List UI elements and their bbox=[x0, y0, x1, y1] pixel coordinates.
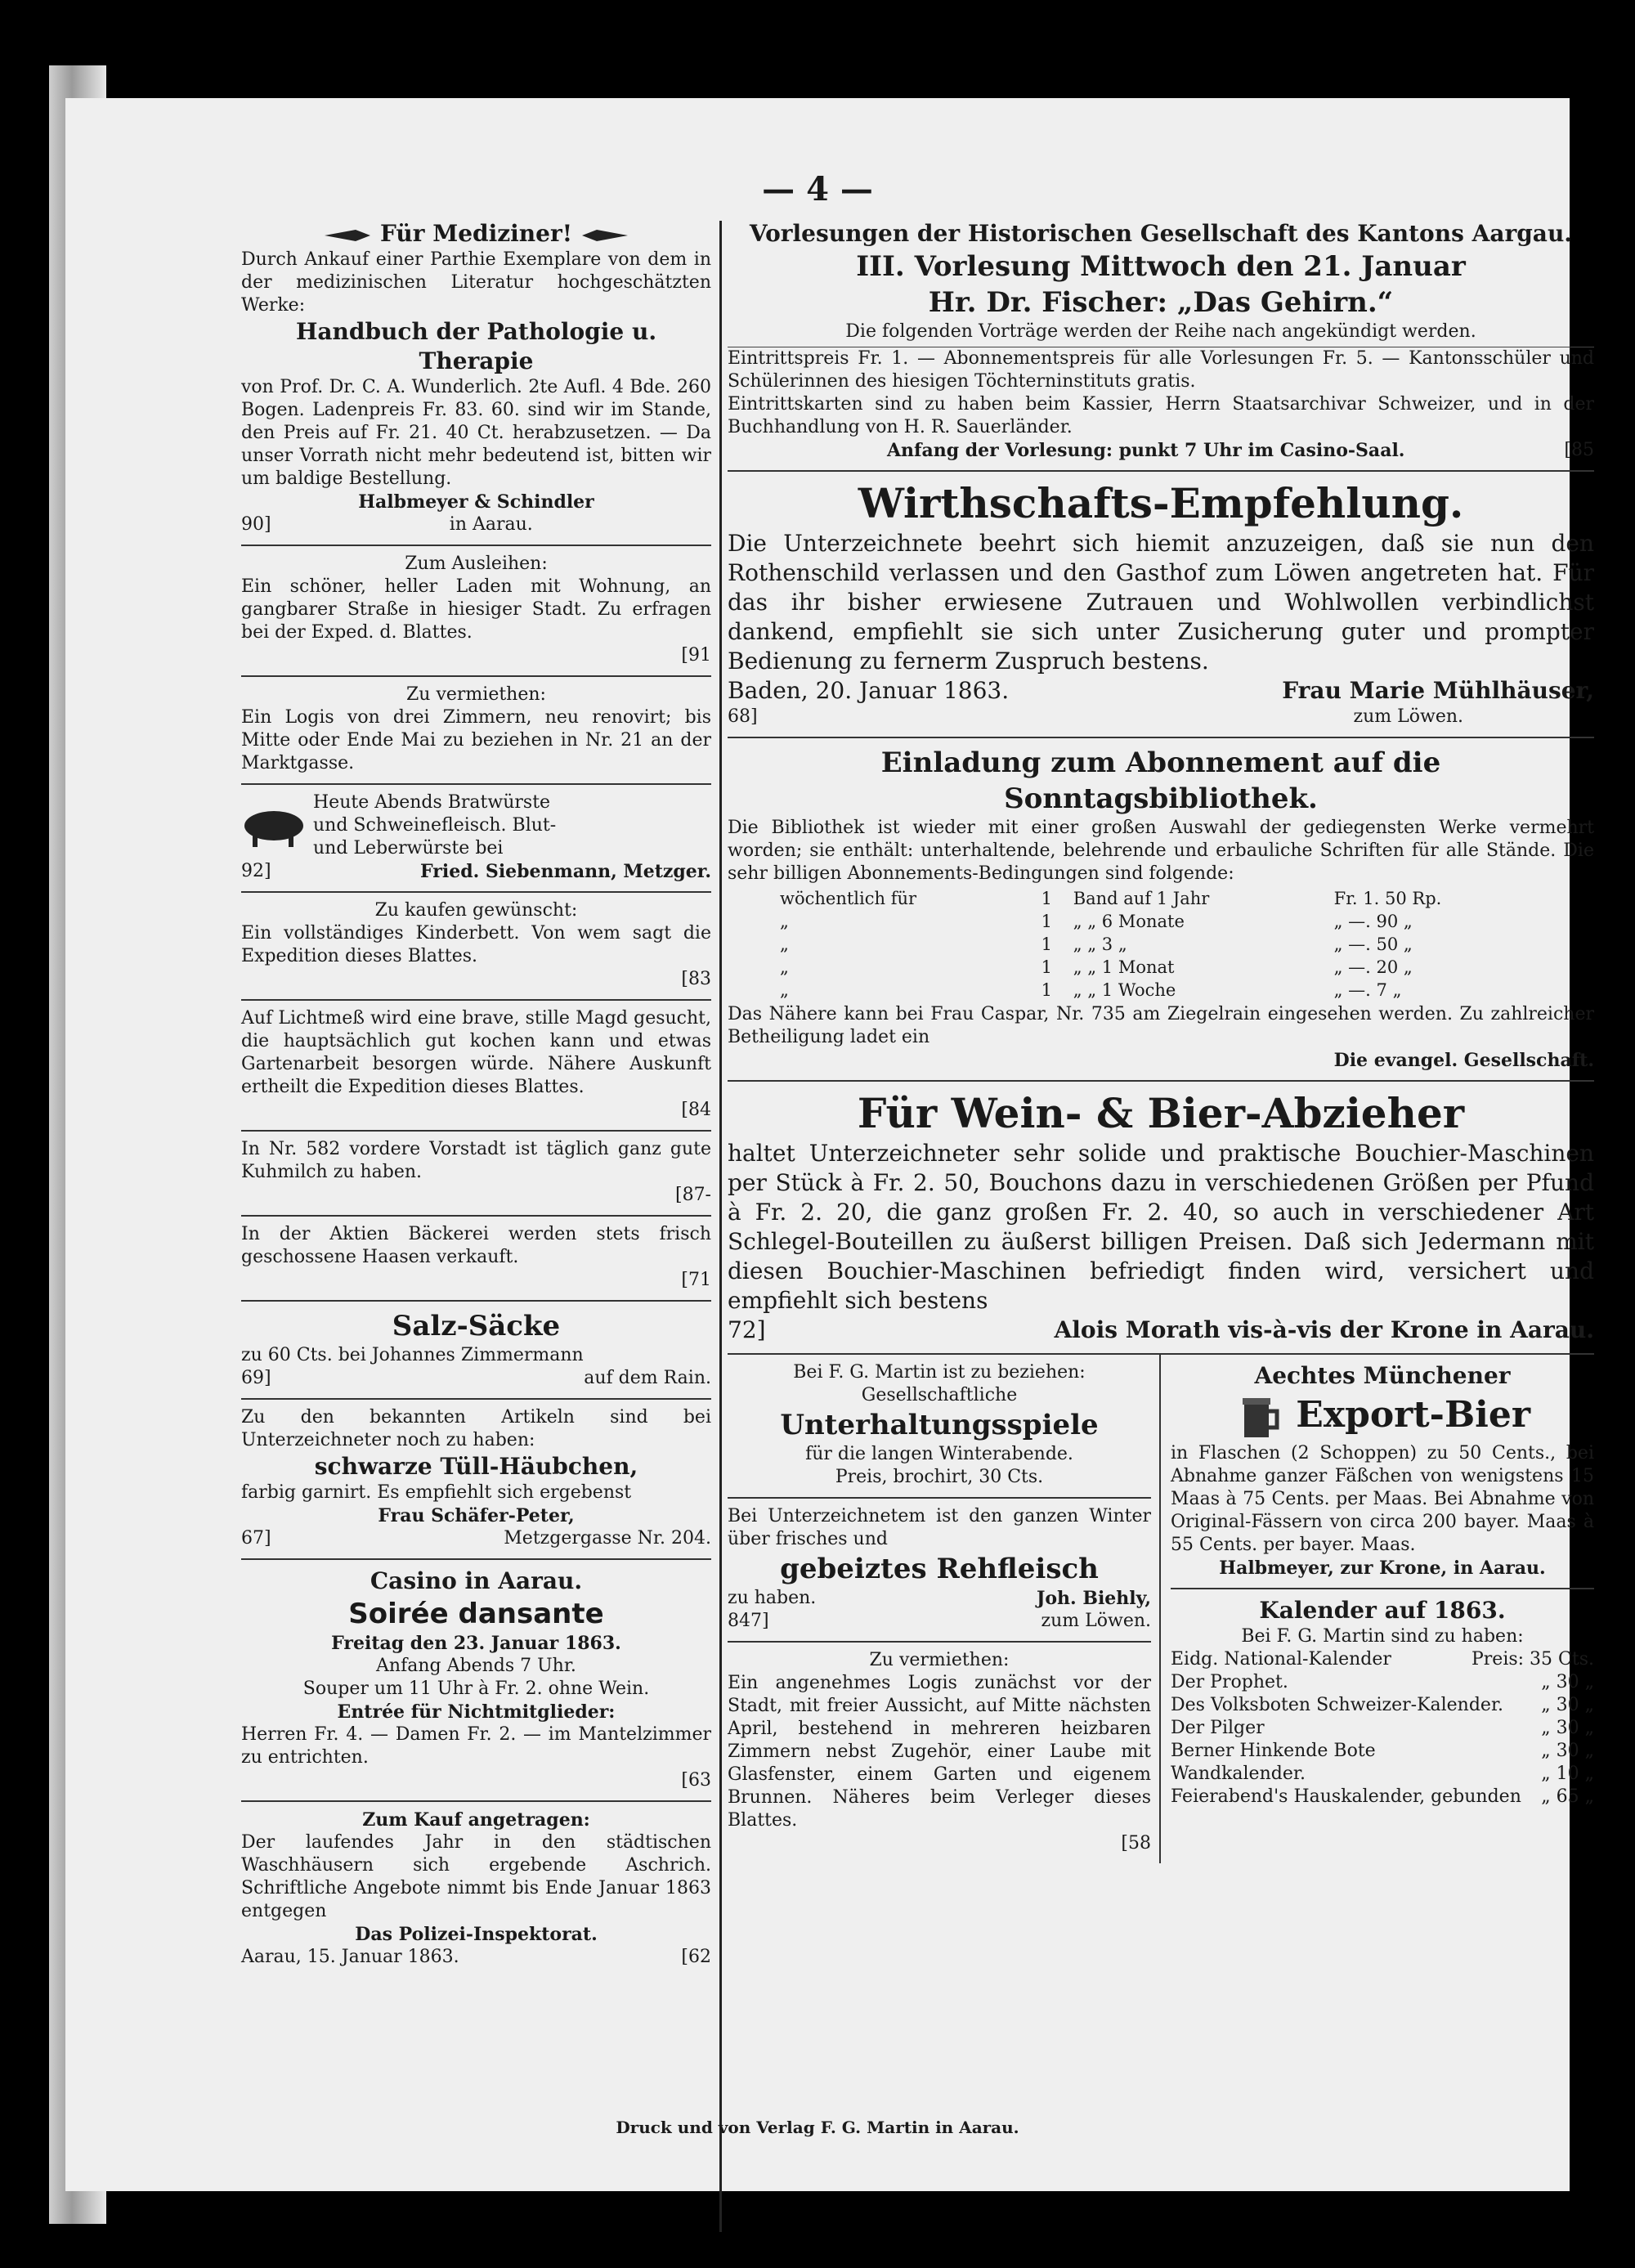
ad-number: [91 bbox=[681, 645, 711, 666]
ad-casino bbox=[241, 1560, 711, 1802]
lecture-prices: Eintrittspreis Fr. 1. — Abonnementspreis für alle Vorlesungen Fr. 5. — Kantonsschüler und Schülerinnen des hiesigen Töchterninstituts gratis. bbox=[728, 348, 1594, 392]
calendar-item bbox=[1171, 1763, 1594, 1786]
ad-number: 67] bbox=[241, 1528, 271, 1549]
games-price: Preis, brochirt, 30 Cts. bbox=[835, 1467, 1044, 1487]
games-intro: Bei F. G. Martin ist zu beziehen: bbox=[793, 1362, 1086, 1383]
beer-body: in Flaschen (2 Schoppen) zu 50 Cents., bei Abnahme ganzer Fäßchen von wenigstens 15 Maas à 75 Cents. per Maas. Bei Abnahme von Original-Fässern von circa 200 bayer. Maas à 55 Cents. per bayer. Maas. bbox=[1171, 1442, 1594, 1555]
rate-cell: Band auf 1 Jahr bbox=[1073, 889, 1210, 908]
sale-signer: Das Polizei-Inspektorat. bbox=[355, 1924, 598, 1945]
newspaper-page bbox=[65, 98, 1594, 2191]
ad-number: [71 bbox=[681, 1270, 711, 1290]
calendar-item-price: „ 30 „ bbox=[1541, 1717, 1594, 1738]
beer-mug-icon bbox=[1234, 1393, 1283, 1442]
rent2-heading: Zu vermiethen: bbox=[406, 684, 546, 705]
ad-bonnets bbox=[241, 1400, 711, 1560]
calendar-item-name: Eidg. National-Kalender bbox=[1171, 1648, 1391, 1670]
bonnets-place: Metzgergasse Nr. 204. bbox=[504, 1528, 711, 1549]
medicine-book-title: Handbuch der Pathologie u. Therapie bbox=[295, 318, 657, 374]
inn-body: Die Unterzeichnete beehrt sich hiemit anzuzeigen, daß sie nun den Rothenschild verlassen und den Gasthof zum Löwen angetreten hat. Für das ihr bisher erwiesene Zutrauen und Wohlwollen verbindlichst dankend, empfiehlt sie sich unter Zusicherung guter und prompter Bedienung zu fernerm Zuspruch bestens. bbox=[728, 530, 1594, 675]
casino-date: Freitag den 23. Januar 1863. bbox=[331, 1633, 621, 1654]
ad-number: 68] bbox=[728, 706, 758, 727]
calendar-item bbox=[1171, 1740, 1594, 1763]
left-column bbox=[241, 213, 711, 1977]
casino-heading: Casino in Aarau. bbox=[370, 1567, 583, 1594]
column-divider bbox=[719, 221, 722, 2232]
rate-row bbox=[777, 910, 1539, 933]
calendar-item bbox=[1171, 1786, 1594, 1809]
ad-crib bbox=[241, 893, 711, 1001]
sale-body: Der laufendes Jahr in den städtischen Waschhäusern sich ergebende Aschrich. Schriftliche Angebote nimmt bis Ende Januar 1863 entgegen bbox=[241, 1832, 711, 1921]
medicine-intro: Durch Ankauf einer Parthie Exemplare von dem in der medizinischen Literatur hochgeschätzten Werke: bbox=[241, 249, 711, 316]
beer-head: Aechtes Münchener bbox=[1254, 1362, 1511, 1389]
library-rates-table bbox=[777, 887, 1539, 1002]
ad-number: [84 bbox=[681, 1100, 711, 1120]
venison-body: zu haben. bbox=[728, 1588, 817, 1608]
bonnets-body: farbig garnirt. Es empfiehlt sich ergebenst bbox=[241, 1482, 632, 1503]
rent2-body: Ein Logis von drei Zimmern, neu renovirt; bis Mitte oder Ende Mai zu beziehen in Nr. 21 an der Marktgasse. bbox=[241, 707, 711, 773]
sausage-line2: und Schweinefleisch. Blut- bbox=[313, 815, 557, 836]
rate-cell: wöchentlich für bbox=[780, 889, 917, 908]
ad-games bbox=[728, 1355, 1151, 1499]
lecture-heading: Vorlesungen der Historischen Gesellschaft des Kantons Aargau. bbox=[749, 220, 1573, 247]
ad-wine bbox=[728, 1082, 1594, 1355]
ad-number: [85 bbox=[1564, 440, 1594, 460]
calendar-item-price: „ 65 „ bbox=[1541, 1786, 1594, 1807]
library-body: Die Bibliothek ist wieder mit einer großen Auswahl der gediegensten Werke vermehrt worden; sie enthält: unterhaltende, belehrende und erbauliche Schriften für alle Stände. Die sehr billigen Abonnements-Bedingungen sind folgende: bbox=[728, 818, 1594, 884]
venison-intro: Bei Unterzeichnetem ist den ganzen Winter über frisches und bbox=[728, 1506, 1151, 1549]
calendar-item-price: „ 30 „ bbox=[1541, 1671, 1594, 1692]
calendar-item-price: Preis: 35 Cts. bbox=[1471, 1648, 1594, 1670]
calendar-item bbox=[1171, 1671, 1594, 1694]
right-subcolumns bbox=[728, 1355, 1594, 1863]
calendar-item-price: „ 30 „ bbox=[1541, 1694, 1594, 1715]
pointing-hand-icon bbox=[323, 226, 372, 244]
salt-title: Salz-Säcke bbox=[392, 1310, 561, 1342]
wine-title: Für Wein- & Bier-Abzieher bbox=[857, 1089, 1465, 1137]
venison-title: gebeiztes Rehfleisch bbox=[780, 1553, 1099, 1585]
sale-place: Aarau, 15. Januar 1863. bbox=[241, 1947, 459, 1967]
calendar-item-name: Der Prophet. bbox=[1171, 1671, 1288, 1692]
rate-cell: 1 bbox=[1041, 957, 1053, 977]
calendar-title: Kalender auf 1863. bbox=[1259, 1596, 1506, 1624]
rate-row bbox=[777, 933, 1539, 956]
rate-cell: Fr. 1. 50 Rp. bbox=[1333, 889, 1442, 908]
ad-number: 90] bbox=[241, 514, 271, 535]
sausage-line1: Heute Abends Bratwürste bbox=[313, 792, 551, 813]
salt-body: zu 60 Cts. bei Johannes Zimmermann bbox=[241, 1345, 584, 1365]
sausage-line3: und Leberwürste bei bbox=[313, 838, 504, 858]
hares-body: In der Aktien Bäckerei werden stets frisch geschossene Haasen verkauft. bbox=[241, 1224, 711, 1267]
rate-cell: „ „ 1 Monat bbox=[1073, 957, 1175, 977]
ad-maid bbox=[241, 1001, 711, 1132]
ad-venison bbox=[728, 1499, 1151, 1643]
venison-signer: Joh. Biehly, bbox=[1036, 1588, 1151, 1609]
calendar-item-name: Wandkalender. bbox=[1171, 1763, 1306, 1784]
lecture-line2: Hr. Dr. Fischer: „Das Gehirn.“ bbox=[928, 286, 1394, 319]
calendar-list bbox=[1171, 1648, 1594, 1809]
library-more: Das Nähere kann bei Frau Caspar, Nr. 735 am Ziegelrain eingesehen werden. Zu zahlreicher Betheiligung ladet ein bbox=[728, 1004, 1594, 1047]
rate-cell: „ „ 1 Woche bbox=[1073, 980, 1176, 1000]
ad-beer bbox=[1171, 1355, 1594, 1589]
calendar-item-name: Des Volksboten Schweizer-Kalender. bbox=[1171, 1694, 1504, 1715]
rate-cell: 1 bbox=[1041, 980, 1053, 1000]
calendar-item-price: „ 10 „ bbox=[1541, 1763, 1594, 1784]
ad-milk bbox=[241, 1132, 711, 1217]
rate-row bbox=[777, 956, 1539, 979]
inn-title: Wirthschafts-Empfehlung. bbox=[858, 479, 1464, 527]
rate-cell: „ „ 6 Monate bbox=[1073, 912, 1185, 931]
maid-body: Auf Lichtmeß wird eine brave, stille Magd gesucht, die hauptsächlich gut kochen kann und etwas Gartenarbeit besorgen würde. Nähere Auskunft ertheilt die Expedition dieses Blattes. bbox=[241, 1008, 711, 1097]
games-title: Unterhaltungsspiele bbox=[780, 1409, 1099, 1441]
calendar-intro: Bei F. G. Martin sind zu haben: bbox=[1241, 1625, 1524, 1647]
wine-body: haltet Unterzeichneter sehr solide und praktische Bouchier-Maschinen per Stück à Fr. 2. 50, Bouchons dazu in verschiedenen Größen per Pfund à Fr. 2. 20, die ganz großen Fr. 2. 40, so auch in verschiedener Art Schlegel-Bouteillen zu äußerst billigen Preisen. Daß sich Jedermann mit diesen Bouchier-Maschinen befriedigt finden wird, versichert und empfiehlt sich bestens bbox=[728, 1140, 1594, 1314]
ad-calendar bbox=[1171, 1589, 1594, 1817]
salt-place: auf dem Rain. bbox=[584, 1368, 711, 1388]
lecture-line3: Die folgenden Vorträge werden der Reihe nach angekündigt werden. bbox=[845, 321, 1476, 342]
wine-signer: Alois Morath vis-à-vis der Krone in Aarau. bbox=[1054, 1316, 1594, 1343]
medicine-signer: Halbmeyer & Schindler bbox=[358, 491, 594, 513]
rate-row bbox=[777, 979, 1539, 1002]
lecture-line1: III. Vorlesung Mittwoch den 21. Januar bbox=[856, 250, 1466, 283]
ad-logis-rent bbox=[241, 677, 711, 785]
rate-cell: „ —. 50 „ bbox=[1333, 935, 1413, 954]
games-sub: Gesellschaftliche bbox=[861, 1385, 1018, 1405]
casino-souper: Souper um 11 Uhr à Fr. 2. ohne Wein. bbox=[302, 1679, 650, 1699]
ad-library bbox=[728, 738, 1594, 1082]
logis-body: Ein angenehmes Logis zunächst vor der Stadt, mit freier Aussicht, auf Mitte nächsten April, bestehend in mehreren heizbaren Zimmern nebst Zugehör, einer Laube mit Glasfenster, einem Garten und eigenem Brunnen. Näheres beim Verleger dieses Blattes. bbox=[728, 1673, 1151, 1831]
sale-heading: Zum Kauf angetragen: bbox=[362, 1809, 590, 1831]
bonnets-signer: Frau Schäfer-Peter, bbox=[378, 1505, 575, 1526]
calendar-item-price: „ 30 „ bbox=[1541, 1740, 1594, 1761]
ad-number: 92] bbox=[241, 861, 271, 881]
library-signer: Die evangel. Gesellschaft. bbox=[1333, 1050, 1594, 1071]
rate-cell: „ —. 7 „ bbox=[1333, 980, 1402, 1000]
rate-cell: „ bbox=[780, 980, 789, 1000]
ad-inn bbox=[728, 472, 1594, 738]
calendar-item bbox=[1171, 1694, 1594, 1717]
pig-icon bbox=[241, 801, 307, 850]
venison-place: zum Löwen. bbox=[1041, 1611, 1151, 1631]
medicine-place: in Aarau. bbox=[449, 514, 533, 535]
casino-entry-heading: Entrée für Nichtmitglieder: bbox=[337, 1701, 616, 1723]
milk-body: In Nr. 582 vordere Vorstadt ist täglich ganz gute Kuhmilch zu haben. bbox=[241, 1139, 711, 1182]
ad-number: [63 bbox=[681, 1770, 711, 1791]
calendar-item bbox=[1171, 1717, 1594, 1740]
logis-heading: Zu vermiethen: bbox=[869, 1650, 1010, 1670]
ad-number: [83 bbox=[681, 969, 711, 989]
ad-salt-sacks bbox=[241, 1302, 711, 1400]
casino-start: Anfang Abends 7 Uhr. bbox=[376, 1656, 576, 1676]
medicine-heading: Für Mediziner! bbox=[379, 220, 573, 247]
casino-entry: Herren Fr. 4. — Damen Fr. 2. — im Mantelzimmer zu entrichten. bbox=[241, 1724, 711, 1768]
sausage-signer: Fried. Siebenmann, Metzger. bbox=[420, 861, 711, 882]
sub-right bbox=[1161, 1355, 1594, 1863]
ad-ash-sale bbox=[241, 1802, 711, 1977]
rate-cell: 1 bbox=[1041, 935, 1053, 954]
inn-date: Baden, 20. Januar 1863. bbox=[728, 677, 1010, 704]
lecture-tickets: Eintrittskarten sind zu haben beim Kassier, Herrn Staatsarchivar Schweizer, und in der Buchhandlung von H. R. Sauerländer. bbox=[728, 394, 1594, 437]
calendar-item bbox=[1171, 1648, 1594, 1671]
rate-cell: „ —. 20 „ bbox=[1333, 957, 1413, 977]
pointing-hand-left-icon bbox=[580, 226, 629, 244]
ad-number: 69] bbox=[241, 1368, 271, 1388]
casino-title: Soirée dansante bbox=[348, 1598, 604, 1630]
library-title: Einladung zum Abonnement auf die Sonntagsbibliothek. bbox=[880, 746, 1441, 815]
sub-left bbox=[728, 1355, 1161, 1863]
rate-cell: „ „ 3 „ bbox=[1073, 935, 1127, 954]
lecture-start: Anfang der Vorlesung: punkt 7 Uhr im Casino-Saal. bbox=[886, 440, 1405, 461]
medicine-body: von Prof. Dr. C. A. Wunderlich. 2te Aufl. 4 Bde. 260 Bogen. Ladenpreis Fr. 83. 60. sind wir im Stande, den Preis auf Fr. 21. 40 Ct. herabzusetzen. — Da unser Vorrath nicht mehr bedeutend ist, bitten wir um baldige Bestellung. bbox=[241, 377, 711, 489]
rate-row bbox=[777, 887, 1539, 910]
calendar-item-name: Feierabend's Hauskalender, gebunden bbox=[1171, 1786, 1521, 1807]
ad-number: [58 bbox=[1121, 1833, 1151, 1853]
rate-cell: „ bbox=[780, 912, 789, 931]
rent1-body: Ein schöner, heller Laden mit Wohnung, an gangbarer Straße in hiesiger Stadt. Zu erfragen bei der Exped. d. Blattes. bbox=[241, 576, 711, 643]
ad-medicine bbox=[241, 213, 711, 546]
right-column bbox=[728, 213, 1594, 1863]
imprint: Druck und von Verlag F. G. Martin in Aarau. bbox=[616, 2118, 1019, 2137]
ad-shop-rent bbox=[241, 546, 711, 677]
bonnets-intro: Zu den bekannten Artikeln sind bei Unterzeichneter noch zu haben: bbox=[241, 1407, 711, 1450]
calendar-item-name: Der Pilger bbox=[1171, 1717, 1265, 1738]
inn-signer: Frau Marie Mühlhäuser, bbox=[1282, 677, 1594, 704]
calendar-item-name: Berner Hinkende Bote bbox=[1171, 1740, 1376, 1761]
ad-hares bbox=[241, 1217, 711, 1302]
ad-number: [62 bbox=[681, 1947, 711, 1967]
beer-title: Export-Bier bbox=[1296, 1394, 1531, 1436]
ad-logis bbox=[728, 1643, 1151, 1863]
rate-cell: „ bbox=[780, 957, 789, 977]
ad-number: 847] bbox=[728, 1611, 769, 1631]
page-number: — 4 — bbox=[762, 170, 873, 208]
ad-number: [87- bbox=[674, 1185, 711, 1205]
ad-lecture bbox=[728, 213, 1594, 472]
rent1-heading: Zum Ausleihen: bbox=[405, 554, 548, 574]
rate-cell: „ —. 90 „ bbox=[1333, 912, 1413, 931]
crib-heading: Zu kaufen gewünscht: bbox=[374, 900, 578, 921]
crib-body: Ein vollständiges Kinderbett. Von wem sagt die Expedition dieses Blattes. bbox=[241, 923, 711, 966]
ad-number: 72] bbox=[728, 1316, 766, 1343]
games-body: für die langen Winterabende. bbox=[805, 1444, 1073, 1464]
inn-place: zum Löwen. bbox=[1353, 706, 1463, 727]
bonnets-title: schwarze Tüll-Häubchen, bbox=[314, 1453, 638, 1480]
rate-cell: „ bbox=[780, 935, 789, 954]
ad-sausage bbox=[241, 785, 711, 893]
rate-cell: 1 bbox=[1041, 889, 1053, 908]
beer-signer: Halbmeyer, zur Krone, in Aarau. bbox=[1219, 1557, 1546, 1579]
rate-cell: 1 bbox=[1041, 912, 1053, 931]
